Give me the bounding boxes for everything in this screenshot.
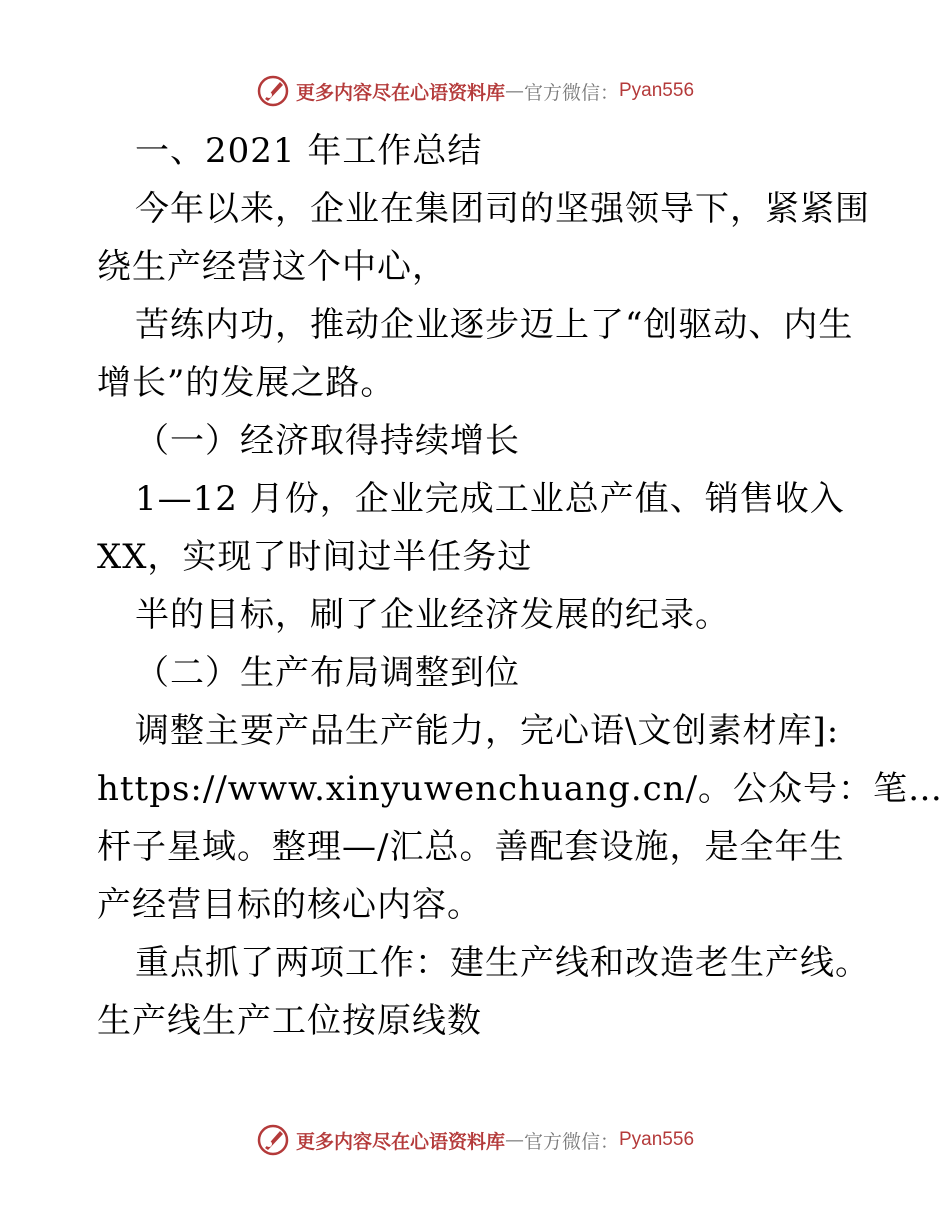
- paragraph-line: XX，实现了时间过半任务过: [97, 537, 533, 577]
- header-banner: [0, 71, 950, 111]
- banner-wechat-id: Pyan556: [619, 1129, 695, 1150]
- paragraph-line: 苦练内功，推动企业逐步迈上了“创驱动、内生: [135, 305, 854, 345]
- banner-title: 更多内容尽在心语资料库: [295, 1130, 505, 1153]
- footer-banner: [0, 1120, 950, 1160]
- paragraph-line: 绕生产经营这个中心，: [97, 247, 447, 287]
- paragraph-line: 增长”的发展之路。: [97, 363, 396, 403]
- paragraph-line: 半的目标，刷了企业经济发展的纪录。: [135, 595, 730, 635]
- subsection-heading: （二）生产布局调整到位: [135, 653, 520, 693]
- banner-wechat-label: 官方微信：: [523, 1130, 619, 1153]
- paragraph-line: 杆子星域。整理—/汇总。善配套设施，是全年生: [97, 827, 845, 867]
- paragraph-line: 重点抓了两项工作：建生产线和改造老生产线。: [135, 943, 870, 983]
- subsection-heading: （一）经济取得持续增长: [135, 421, 520, 461]
- quill-circle-icon: [256, 1123, 290, 1157]
- banner-separator: —: [504, 1129, 524, 1151]
- paragraph-line: 生产线生产工位按原线数: [97, 1001, 482, 1041]
- paragraph-line-link: https://www.xinyuwenchuang.cn/。公众号：笔…: [97, 769, 944, 809]
- banner-separator: —: [504, 80, 524, 102]
- banner-wechat-id: Pyan556: [619, 80, 695, 101]
- paragraph-line: 1—12 月份，企业完成工业总产值、销售收入: [135, 479, 845, 519]
- paragraph-line: 今年以来，企业在集团司的坚强领导下，紧紧围: [135, 189, 870, 229]
- quill-circle-icon: [256, 74, 290, 108]
- banner-wechat-label: 官方微信：: [523, 81, 619, 104]
- paragraph-line: 调整主要产品生产能力，完心语\文创素材库]:: [135, 711, 840, 751]
- document-body: [97, 122, 944, 1050]
- paragraph-line: 产经营目标的核心内容。: [97, 885, 482, 925]
- section-heading: 一、2021 年工作总结: [135, 131, 483, 171]
- banner-title: 更多内容尽在心语资料库: [295, 81, 505, 104]
